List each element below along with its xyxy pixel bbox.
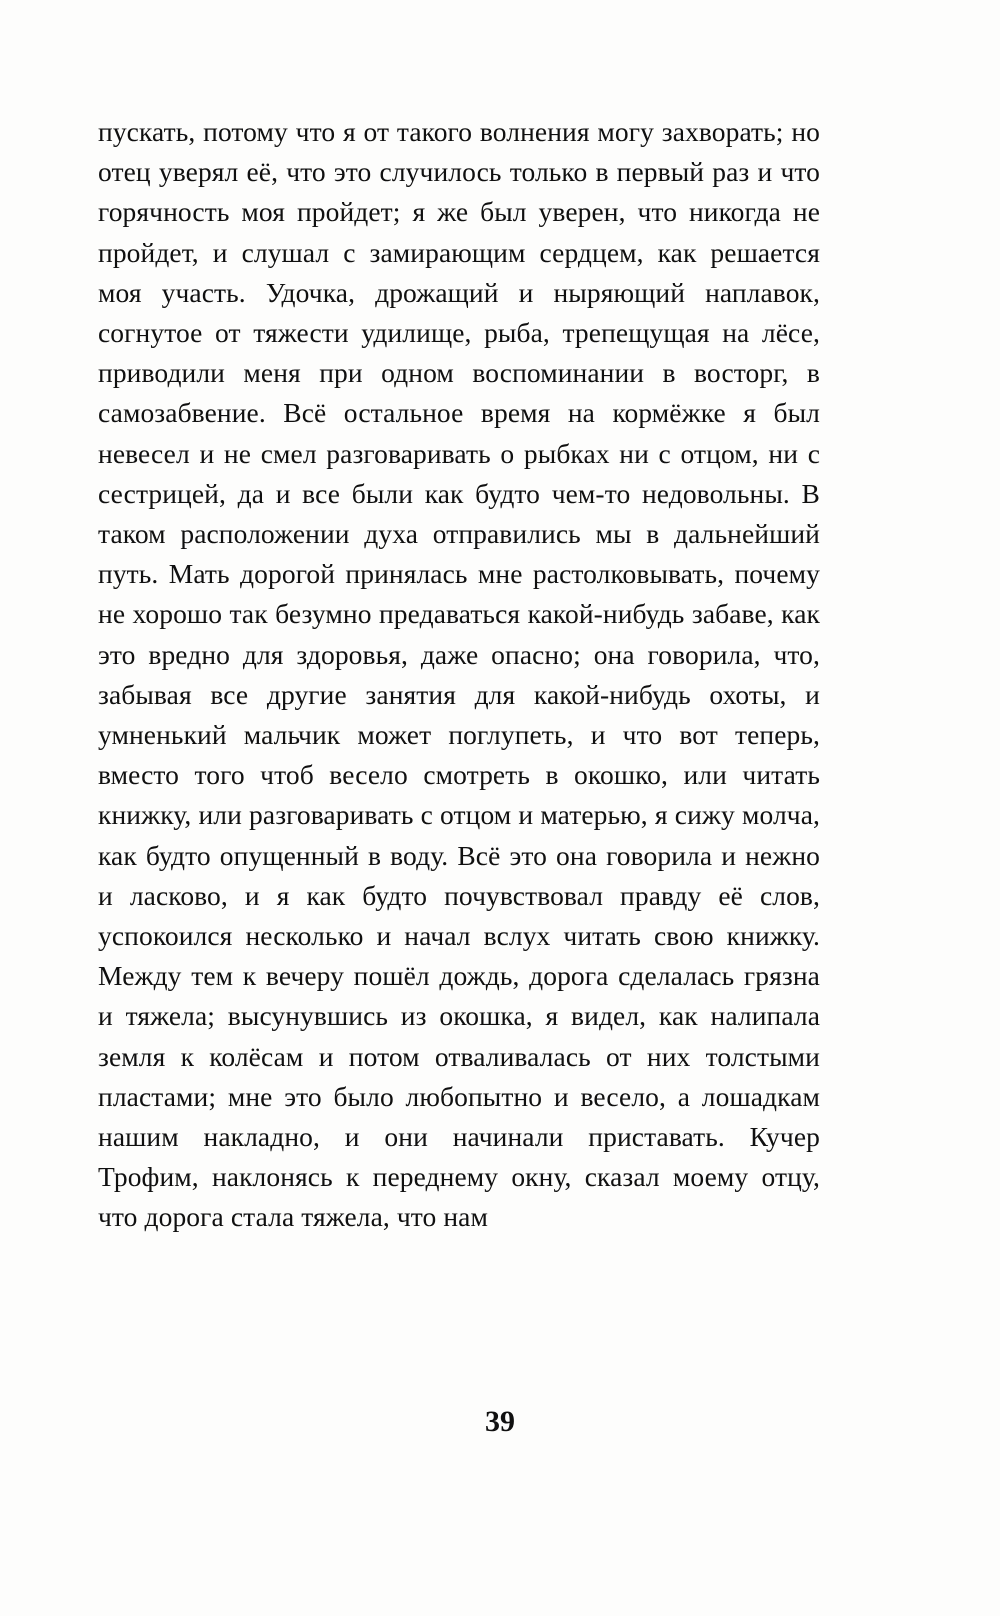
body-paragraph <box>98 112 820 1238</box>
paragraph-text: пускать, потому что я от такого волнения могу захворать; но отец уверял её, что это случилось только в первый раз и что горячность моя пройдет; я же был уверен, что никогда не пройдет, и слушал с замирающим сердцем, как решается моя участь. Удочка, дрожащий и ныряющий наплавок, согнутое от тяжести удилище, рыба, трепещущая на лёсе, приводили меня при одном воспоминании в восторг, в самозабвение. Всё остальное время на кормёжке я был невесел и не смел разговаривать о рыбках ни с отцом, ни с сестрицей, да и все были как будто чем-то недовольны. В таком расположении духа отправились мы в дальнейший путь. Мать дорогой принялась мне растолковывать, почему не хорошо так безумно предаваться какой-нибудь забаве, как это вредно для здоровья, даже опасно; она говорила, что, забывая все другие занятия для какой-нибудь охоты, и умненький мальчик может поглупеть, и что вот теперь, вместо того чтоб весело смотреть в окошко, или читать книжку, или разговаривать с отцом и матерью, я сижу молча, как будто опущенный в воду. Всё это она говорила и нежно и ласково, и я как будто почувствовал правду её слов, успокоился несколько и начал вслух читать свою книжку. Между тем к вечеру пошёл дождь, дорога сделалась грязна и тяжела; высунувшись из окошка, я видел, как налипала земля к колёсам и потом отваливалась от них толстыми пластами; мне это было любопытно и весело, а лошадкам нашим накладно, и они начинали приставать. Кучер Трофим, наклонясь к переднему окну, сказал моему отцу, что дорога стала тяжела, что нам <box>98 116 820 1233</box>
page-number: 39 <box>485 1405 515 1438</box>
